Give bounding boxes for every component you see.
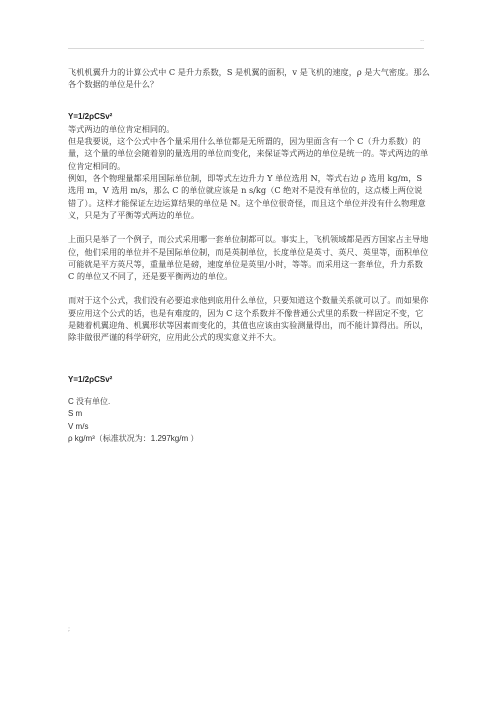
footer-mark: ; — [68, 626, 71, 633]
answer-paragraph-line-1: 等式两边的单位肯定相同的。 — [68, 123, 175, 134]
header-mark: .. — [420, 36, 424, 43]
unit-line-s: S m — [68, 409, 83, 419]
document-body — [68, 66, 430, 445]
lift-formula-repeat: Y=1/2ρCSv² — [68, 374, 113, 384]
unit-line-c: C 没有单位. — [68, 396, 111, 406]
lift-formula: Y=1/2ρCSv² — [68, 111, 113, 121]
unit-line-rho: ρ kg/m³（标准状况为：1.297kg/m ） — [68, 433, 199, 443]
answer-paragraph-line-2: 但是我要说，这个公式中各个量采用什么单位都是无所谓的，因为里面含有一个 C（升力系数）的量，这个量的单位会随着别的量选用的单位而变化，来保证等式两边的单位是统一的。等式两边的单位肯定相同的。 — [68, 136, 429, 171]
units-example-paragraph: 上面只是举了一个例子，而公式采用哪一套单位制都可以。事实上，飞机领域都是西方国家占主导地位，他们采用的单位并不是国际单位制，而是英制单位，长度单位是英寸、英尺、英里等，面积单位可能就是平方英尺等，重量单位是磅，速度单位是英里/小时，等等。而采用这一套单位，升力系数 C 的单位又不同了，还是要平衡两边的单位。 — [68, 234, 429, 282]
answer-paragraph-line-3: 例如，各个物理量都采用国际单位制，即等式左边升力 Y 单位选用 N，等式右边 ρ 选用 kg/m，S 选用 m，V 选用 m/s，那么 C 的单位就应该是 n s/kg（C 绝对不是没有单位的，这点楼上两位说错了）。这样才能保证左边运算结果的单位是 N。这个单位很奇怪，而且这个单位并没有什么物理意义，只是为了平衡等式两边的单位。 — [68, 173, 426, 220]
conclusion-paragraph: 而对于这个公式，我们没有必要追求他到底用什么单位，只要知道这个数量关系就可以了。而如果你要应用这个公式的话，也是有难度的，因为 C 这个系数并不像普通公式里的系数一样固定不变，它是随着机翼迎角、机翼形状等因素而变化的，其值也应该由实验测量得出，而不能计算得出。所以，除非做很严谨的科学研究，应用此公式的现实意义并不大。 — [68, 295, 429, 343]
unit-line-v: V m/s — [68, 421, 89, 431]
question-paragraph: 飞机机翼升力的计算公式中 C 是升力系数，S 是机翼的面积，v 是飞机的速度，ρ 是大气密度。那么各个数据的单位是什么？ — [68, 67, 430, 90]
header-rule — [68, 48, 424, 49]
